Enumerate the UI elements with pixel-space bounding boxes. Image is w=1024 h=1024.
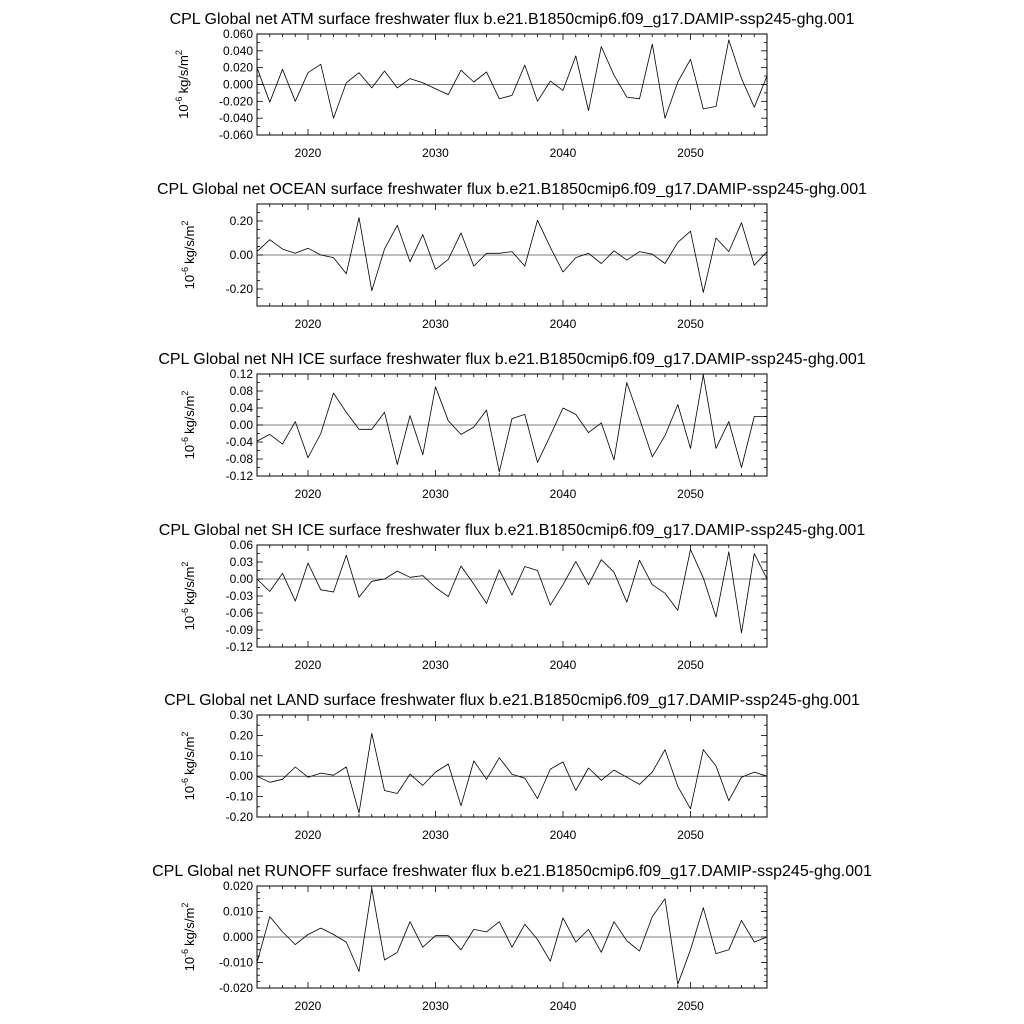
y-tick-label: -0.020 — [218, 981, 253, 995]
y-tick-label: 0.20 — [229, 214, 253, 228]
chart-title: CPL Global net OCEAN surface freshwater flux b.e21.B1850cmip6.f09_g17.DAMIP-ssp245-ghg.001 — [156, 181, 868, 198]
series-line — [257, 375, 767, 472]
y-label-square: 2 — [180, 561, 190, 567]
x-tick-label: 2040 — [549, 999, 577, 1013]
y-label-base: 10 — [182, 444, 197, 460]
y-tick-label: 0.020 — [222, 60, 253, 75]
y-tick-label: 0.010 — [222, 904, 253, 919]
chart-title: CPL Global net NH ICE surface freshwater flux b.e21.B1850cmip6.f09_g17.DAMIP-ssp245-ghg.001 — [158, 351, 866, 368]
series-line — [257, 40, 767, 118]
y-tick-label: -0.06 — [225, 606, 253, 620]
chart-panel-5 — [164, 692, 860, 842]
y-tick-label: -0.010 — [218, 955, 253, 970]
x-tick-label: 2030 — [422, 828, 449, 842]
y-label-exponent: -6 — [180, 266, 190, 275]
y-label-square: 2 — [174, 50, 184, 56]
chart-title: CPL Global net SH ICE surface freshwater flux b.e21.B1850cmip6.f09_g17.DAMIP-ssp245-ghg.001 — [158, 522, 866, 539]
y-axis-label — [180, 391, 197, 460]
chart-panel-3 — [158, 351, 865, 501]
x-tick-label: 2030 — [422, 658, 449, 672]
y-tick-label: -0.10 — [225, 789, 253, 804]
y-tick-label: -0.12 — [225, 469, 253, 483]
y-label-units: kg/s/m — [182, 566, 197, 605]
y-tick-label: 0.08 — [229, 384, 253, 398]
y-tick-label: 0.00 — [229, 248, 253, 262]
y-tick-label: -0.12 — [225, 640, 253, 654]
y-tick-label: 0.040 — [222, 43, 253, 58]
y-label-exponent: -6 — [180, 948, 190, 957]
y-tick-label: -0.03 — [225, 589, 253, 603]
x-tick-label: 2040 — [549, 146, 577, 160]
chart-title: CPL Global net LAND surface freshwater flux b.e21.B1850cmip6.f09_g17.DAMIP-ssp245-ghg.001 — [164, 692, 860, 709]
y-tick-label: 0.06 — [229, 538, 253, 552]
y-label-units: kg/s/m — [176, 55, 191, 94]
y-tick-label: 0.000 — [222, 77, 253, 92]
x-tick-label: 2030 — [422, 999, 449, 1013]
y-axis-label — [180, 903, 197, 972]
chart-panel-6 — [152, 863, 872, 1013]
series-line — [257, 889, 767, 985]
x-tick-label: 2030 — [422, 317, 449, 331]
y-axis-label — [180, 732, 197, 801]
y-label-base: 10 — [182, 785, 197, 801]
x-tick-label: 2050 — [677, 658, 704, 672]
x-tick-label: 2050 — [677, 828, 704, 842]
chart-panel-2 — [157, 181, 867, 331]
y-tick-label: -0.060 — [218, 128, 253, 142]
x-tick-label: 2040 — [549, 828, 577, 842]
y-tick-label: -0.20 — [225, 282, 253, 296]
x-tick-label: 2050 — [677, 487, 704, 501]
y-tick-label: -0.040 — [218, 111, 253, 126]
y-label-exponent: -6 — [174, 96, 184, 105]
y-tick-label: 0.12 — [229, 367, 253, 381]
y-tick-label: 0.30 — [229, 708, 253, 722]
y-label-units: kg/s/m — [182, 907, 197, 946]
x-tick-label: 2040 — [549, 658, 577, 672]
y-label-units: kg/s/m — [182, 225, 197, 264]
y-tick-label: -0.08 — [225, 452, 253, 466]
y-label-exponent: -6 — [180, 777, 190, 786]
y-label-base: 10 — [176, 104, 191, 119]
y-label-square: 2 — [180, 220, 190, 226]
x-tick-label: 2030 — [422, 146, 449, 160]
y-tick-label: 0.04 — [229, 401, 253, 415]
y-tick-label: 0.10 — [229, 748, 253, 763]
chart-title: CPL Global net ATM surface freshwater flux b.e21.B1850cmip6.f09_g17.DAMIP-ssp245-ghg.001 — [169, 11, 855, 28]
x-tick-label: 2020 — [294, 317, 322, 331]
x-tick-label: 2020 — [294, 828, 322, 842]
y-label-exponent: -6 — [180, 436, 190, 445]
y-label-square: 2 — [180, 902, 190, 908]
y-tick-label: -0.20 — [225, 810, 253, 824]
y-label-base: 10 — [182, 956, 197, 972]
y-label-square: 2 — [180, 390, 190, 396]
y-tick-label: -0.09 — [225, 623, 253, 637]
plot-frame — [257, 715, 767, 817]
y-axis-label — [180, 562, 197, 631]
y-tick-label: -0.04 — [225, 435, 253, 449]
plot-frame — [257, 545, 767, 647]
y-label-base: 10 — [182, 615, 197, 631]
y-axis-label — [180, 221, 197, 290]
y-label-base: 10 — [182, 274, 197, 290]
y-tick-label: 0.020 — [222, 879, 253, 893]
x-tick-label: 2040 — [549, 487, 577, 501]
y-label-units: kg/s/m — [182, 736, 197, 775]
y-tick-label: 0.00 — [229, 769, 253, 784]
chart-title: CPL Global net RUNOFF surface freshwater flux b.e21.B1850cmip6.f09_g17.DAMIP-ssp245-ghg.001 — [152, 863, 872, 880]
x-tick-label: 2050 — [677, 146, 704, 160]
x-tick-label: 2050 — [677, 999, 704, 1013]
y-tick-label: 0.00 — [229, 418, 253, 432]
x-tick-label: 2020 — [294, 146, 322, 160]
x-tick-label: 2020 — [294, 999, 322, 1013]
y-label-exponent: -6 — [180, 607, 190, 616]
series-line — [257, 733, 767, 813]
y-tick-label: 0.060 — [222, 27, 253, 41]
chart-panel-4 — [159, 522, 866, 672]
x-tick-label: 2020 — [294, 658, 322, 672]
y-label-units: kg/s/m — [182, 395, 197, 434]
x-tick-label: 2030 — [422, 487, 449, 501]
y-label-square: 2 — [180, 731, 190, 737]
y-tick-label: 0.000 — [222, 930, 253, 944]
y-tick-label: -0.020 — [218, 94, 253, 109]
y-tick-label: 0.00 — [229, 572, 253, 586]
x-tick-label: 2020 — [294, 487, 322, 501]
x-tick-label: 2050 — [677, 317, 704, 331]
y-tick-label: 0.20 — [229, 728, 253, 743]
series-line — [257, 550, 767, 633]
y-tick-label: 0.03 — [229, 555, 253, 569]
y-axis-label — [174, 50, 191, 119]
chart-panel-1 — [170, 11, 855, 160]
x-tick-label: 2040 — [549, 317, 577, 331]
